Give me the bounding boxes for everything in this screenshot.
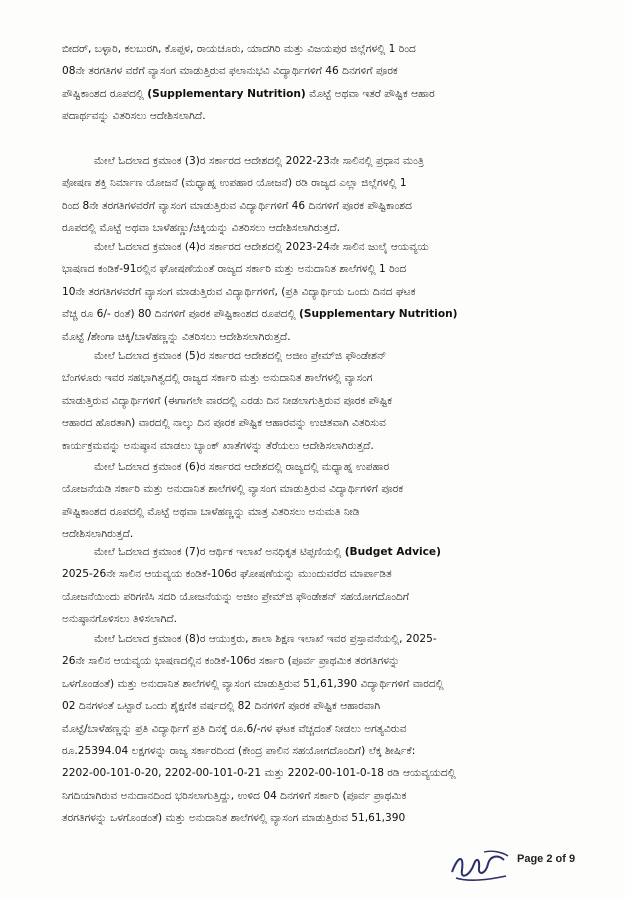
paragraph-1 — [62, 38, 572, 128]
paragraph-line: 10ನೇ ತರಗತಿಗಳವರೆಗೆ ವ್ಯಾಸಂಗ ಮಾಡುತ್ತಿರುವ ವಿದ್ಯಾರ್ಥಿಗಳಿಗೆ, (ಪ್ರತಿ ವಿದ್ಯಾರ್ಥಿಯ ಒಂದು ದಿನದ ಘಟಕ — [62, 285, 416, 298]
paragraph-line: ಮೊಟ್ಟೆ /ಶೇಂಗಾ ಚಿಕ್ಕಿ/ಬಾಳೆಹಣ್ಣನ್ನು ವಿತರಿಸಲು ಆದೇಶಿಸಲಾಗಿರುತ್ತದೆ. — [62, 330, 291, 343]
paragraph-line: ಅನುಷ್ಠಾನಗೊಳಿಸಲು ತಿಳಿಸಲಾಗಿದೆ. — [62, 613, 178, 626]
page-number: Page 2 of 9 — [517, 853, 576, 865]
paragraph-line: ಭಾಷಣದ ಕಂಡಿಕೆ-91ರಲ್ಲಿನ ಘೋಷಣೆಯಂತೆ ರಾಜ್ಯದ ಸರ್ಕಾರಿ ಮತ್ತು ಅನುದಾನಿತ ಶಾಲೆಗಳಲ್ಲಿ 1 ರಿಂದ — [62, 263, 407, 276]
paragraph-line: ಮೇಲೆ ಓದಲಾದ ಕ್ರಮಾಂಕ (4)ರ ಸರ್ಕಾರದ ಆದೇಶದಲ್ಲಿ 2023-24ನೇ ಸಾಲಿನ ಜುಲೈ ಆಯವ್ಯಯ — [94, 241, 429, 253]
paragraph-line: 2202-00-101-0-20, 2202-00-101-0-21 ಮತ್ತು 2202-00-101-0-18 ರಡಿ ಆಯವ್ಯಯದಲ್ಲಿ — [62, 767, 456, 780]
paragraph-line: ಮೇಲೆ ಓದಲಾದ ಕ್ರಮಾಂಕ (7)ರ ಆರ್ಥಿಕ ಇಲಾಖೆ ಅನಧಿಕೃತ ಟಿಪ್ಪಣಿಯಲ್ಲಿ (Budget Advice) — [94, 546, 441, 558]
signature-image — [448, 846, 510, 886]
paragraph-line: ರೂಪದಲ್ಲಿ ಮೊಟ್ಟೆ ಅಥವಾ ಬಾಳೆಹಣ್ಣು/ಚಿಕ್ಕಿಯನ್ನು ವಿತರಿಸಲು ಆದೇಶಿಸಲಾಗಿರುತ್ತದೆ. — [62, 222, 341, 235]
paragraph-line: ತರಗತಿಗಳನ್ನು ಒಳಗೊಂಡಂತೆ) ಮತ್ತು ಅನುದಾನಿತ ಶಾಲೆಗಳಲ್ಲಿ ವ್ಯಾಸಂಗ ಮಾಡುತ್ತಿರುವ 51,61,390 — [62, 812, 406, 825]
paragraph-line: ನಿಗದಿಯಾಗಿರುವ ಅನುದಾನದಿಂದ ಭರಿಸಲಾಗುತ್ತಿದ್ದು, ಉಳಿದ 04 ದಿನಗಳಿಗೆ ಸರ್ಕಾರಿ (ಪೂರ್ವ ಪ್ರಾಥಮಿಕ — [62, 789, 407, 802]
emphasis-text: (Budget Advice) — [344, 546, 441, 558]
paragraph-line: ಮಾಡುತ್ತಿರುವ ವಿದ್ಯಾರ್ಥಿಗಳಿಗೆ (ಈಗಾಗಲೇ ವಾರದಲ್ಲಿ ಎರಡು ದಿನ ನೀಡಲಾಗುತ್ತಿರುವ ಪೂರಕ ಪೌಷ್ಟಿಕ — [62, 394, 393, 407]
paragraph-line: ಪೌಷ್ಟಿಕಾಂಶದ ರೂಪದಲ್ಲಿ ಮೊಟ್ಟೆ ಅಥವಾ ಬಾಳೆಹಣ್ಣನ್ನು ಮಾತ್ರ ವಿತರಿಸಲು ಅನುಮತಿ ನೀಡಿ — [62, 505, 360, 518]
paragraph-line: ಪೋಷಣ ಶಕ್ತಿ ನಿರ್ಮಾಣ ಯೋಜನೆ (ಮಧ್ಯಾಹ್ನ ಉಪಹಾರ ಯೋಜನೆ) ರಡಿ ರಾಜ್ಯದ ಎಲ್ಲಾ ಜಿಲ್ಲೆಗಳಲ್ಲಿ 1 — [62, 177, 407, 190]
paragraph-line: 2025-26ನೇ ಸಾಲಿನ ಆಯವ್ಯಯ ಕಂಡಿಕೆ-106ರ ಘೋಷಣೆಯನ್ನು ಮುಂದುವರೆದ ಮಾರ್ಪಾಡಿತ — [62, 568, 392, 581]
paragraph-2 — [62, 150, 572, 240]
paragraph-line: ಮೇಲೆ ಓದಲಾದ ಕ್ರಮಾಂಕ (5)ರ ಸರ್ಕಾರದ ಆದೇಶದಲ್ಲಿ ಅಜೀಂ ಪ್ರೇಮ್‌ಜಿ ಫೌಂಡೇಶನ್ — [94, 350, 387, 362]
paragraph-line: ಆಹಾರದ ಹೊರತಾಗಿ) ವಾರದಲ್ಲಿ ನಾಲ್ಕು ದಿನ ಪೂರಕ ಪೌಷ್ಟಿಕ ಆಹಾರವನ್ನು ಉಚಿತವಾಗಿ ವಿತರಿಸುವ — [62, 417, 386, 430]
paragraph-line: ರೂ.25394.04 ಲಕ್ಷಗಳನ್ನು ರಾಜ್ಯ ಸರ್ಕಾರದಿಂದ (ಕೇಂದ್ರ ಪಾಲಿನ ಸಹಯೋಗದೊಂದಿಗೆ) ಲೆಕ್ಕ ಶೀರ್ಷಿಕೆ: — [62, 745, 416, 758]
paragraph-line: ಪದಾರ್ಥವನ್ನು ವಿತರಿಸಲು ಆದೇಶಿಸಲಾಗಿದೆ. — [62, 110, 206, 123]
paragraph-line: ವೆಚ್ಚ ರೂ 6/- ರಂತೆ) 80 ದಿನಗಳಿಗೆ ಪೂರಕ ಪೌಷ್ಟಿಕಾಂಶದ ರೂಪದಲ್ಲಿ (Supplementary Nutrition) — [62, 308, 458, 321]
paragraph-line: ಮೇಲೆ ಓದಲಾದ ಕ್ರಮಾಂಕ (3)ರ ಸರ್ಕಾರದ ಆದೇಶದಲ್ಲಿ 2022-23ನೇ ಸಾಲಿನಲ್ಲಿ ಪ್ರಧಾನ ಮಂತ್ರಿ — [94, 155, 424, 167]
paragraph-line: ಕಾರ್ಯಕ್ರಮವನ್ನು ಅನುಷ್ಠಾನ ಮಾಡಲು ಬ್ಯಾಂಕ್ ಖಾತೆಗಳನ್ನು ತೆರೆಯಲು ಆದೇಶಿಸಲಾಗಿರುತ್ತದೆ. — [62, 439, 374, 452]
paragraph-5 — [62, 456, 572, 546]
paragraph-6 — [62, 541, 572, 631]
paragraph-line: ಬೆಂಗಳೂರು ಇವರ ಸಹಭಾಗಿತ್ವದಲ್ಲಿ ರಾಜ್ಯದ ಸರ್ಕಾರಿ ಮತ್ತು ಅನುದಾನಿತ ಶಾಲೆಗಳಲ್ಲಿ ವ್ಯಾಸಂಗ — [62, 372, 373, 385]
paragraph-line: ರಿಂದ 8ನೇ ತರಗತಿಗಳವರೆಗೆ ವ್ಯಾಸಂಗ ಮಾಡುತ್ತಿರುವ ವಿದ್ಯಾರ್ಥಿಗಳಿಗೆ 46 ದಿನಗಳಿಗೆ ಪೂರಕ ಪೌಷ್ಟಿಕಾಂಶದ — [62, 199, 412, 212]
paragraph-line: 08ನೇ ತರಗತಿಗಳ ವರೆಗೆ ವ್ಯಾಸಂಗ ಮಾಡುತ್ತಿರುವ ಫಲಾನುಭವಿ ವಿದ್ಯಾರ್ಥಿಗಳಿಗೆ 46 ದಿನಗಳಿಗೆ ಪೂರಕ — [62, 65, 398, 78]
paragraph-line: ಪೌಷ್ಟಿಕಾಂಶದ ರೂಪದಲ್ಲಿ (Supplementary Nutrition) ಮೊಟ್ಟೆ ಅಥವಾ ಇತರೆ ಪೌಷ್ಟಿಕ ಆಹಾರ — [62, 87, 435, 100]
emphasis-text: (Supplementary Nutrition) — [147, 87, 306, 100]
paragraph-line: ಮೇಲೆ ಓದಲಾದ ಕ್ರಮಾಂಕ (8)ರ ಆಯುಕ್ತರು, ಶಾಲಾ ಶಿಕ್ಷಣ ಇಲಾಖೆ ಇವರ ಪ್ರಸ್ತಾವನೆಯಲ್ಲಿ, 2025- — [94, 633, 437, 645]
paragraph-line: ಆದೇಶಿಸಲಾಗಿರುತ್ತದೆ. — [62, 528, 134, 541]
paragraph-line: 02 ದಿನಗಳಂತೆ ಒಟ್ಟಾರೆ ಒಂದು ಶೈಕ್ಷಣಿಕ ವರ್ಷದಲ್ಲಿ 82 ದಿನಗಳಿಗೆ ಪೂರಕ ಪೌಷ್ಟಿಕ ಆಹಾರವಾಗಿ — [62, 700, 381, 713]
paragraph-line: ಮೇಲೆ ಓದಲಾದ ಕ್ರಮಾಂಕ (6)ರ ಸರ್ಕಾರದ ಆದೇಶದಲ್ಲಿ ರಾಜ್ಯದಲ್ಲಿ ಮಧ್ಯಾಹ್ನ ಉಪಹಾರ — [94, 461, 390, 473]
paragraph-line: ಒಳಗೊಂಡಂತೆ) ಮತ್ತು ಅನುದಾನಿತ ಶಾಲೆಗಳಲ್ಲಿ ವ್ಯಾಸಂಗ ಮಾಡುತ್ತಿರುವ 51,61,390 ವಿದ್ಯಾರ್ಥಿಗಳಿಗೆ ವಾರದಲ್ಲಿ — [62, 677, 444, 690]
emphasis-text: (Supplementary Nutrition) — [299, 308, 458, 321]
paragraph-line: ಯೋಜನೆಯಿಂದು ಪರಿಗಣಿಸಿ ಸದರಿ ಯೋಜನೆಯನ್ನು ಅಜೀಂ ಪ್ರೇಮ್‌ಜಿ ಫೌಂಡೇಶನ್ ಸಹಯೋಗದೊಂದಿಗೆ — [62, 590, 410, 603]
paragraph-line: ಯೋಜನೆಯಡಿ ಸರ್ಕಾರಿ ಮತ್ತು ಅನುದಾನಿತ ಶಾಲೆಗಳಲ್ಲಿ ವ್ಯಾಸಂಗ ಮಾಡುತ್ತಿರುವ ವಿದ್ಯಾರ್ಥಿಗಳಿಗೆ ಪೂರಕ — [62, 483, 404, 496]
paragraph-4 — [62, 345, 572, 457]
paragraph-3 — [62, 236, 572, 348]
paragraph-7 — [62, 628, 572, 830]
paragraph-line: ಬೀದರ್, ಬಳ್ಳಾರಿ, ಕಲಬುರಗಿ, ಕೊಪ್ಪಳ, ರಾಯಚೂರು, ಯಾದಗಿರಿ ಮತ್ತು ವಿಜಯಪುರ ಜಿಲ್ಲೆಗಳಲ್ಲಿ 1 ರಿಂದ — [62, 43, 416, 55]
paragraph-line: 26ನೇ ಸಾಲಿನ ಆಯವ್ಯಯ ಭಾಷಣದಲ್ಲಿನ ಕಂಡಿಕೆ-106ರ ಸರ್ಕಾರಿ (ಪೂರ್ವ ಪ್ರಾಥಮಿಕ ತರಗತಿಗಳನ್ನು — [62, 655, 400, 668]
paragraph-line: ಮೊಟ್ಟೆ/ಬಾಳೆಹಣ್ಣನ್ನು ಪ್ರತಿ ವಿದ್ಯಾರ್ಥಿಗೆ ಪ್ರತಿ ದಿನಕ್ಕೆ ರೂ.6/-ಗಳ ಘಟಕ ವೆಚ್ಚದಂತೆ ನೀಡಲು ಅಗತ್ಯವಿರುವ — [62, 722, 407, 735]
